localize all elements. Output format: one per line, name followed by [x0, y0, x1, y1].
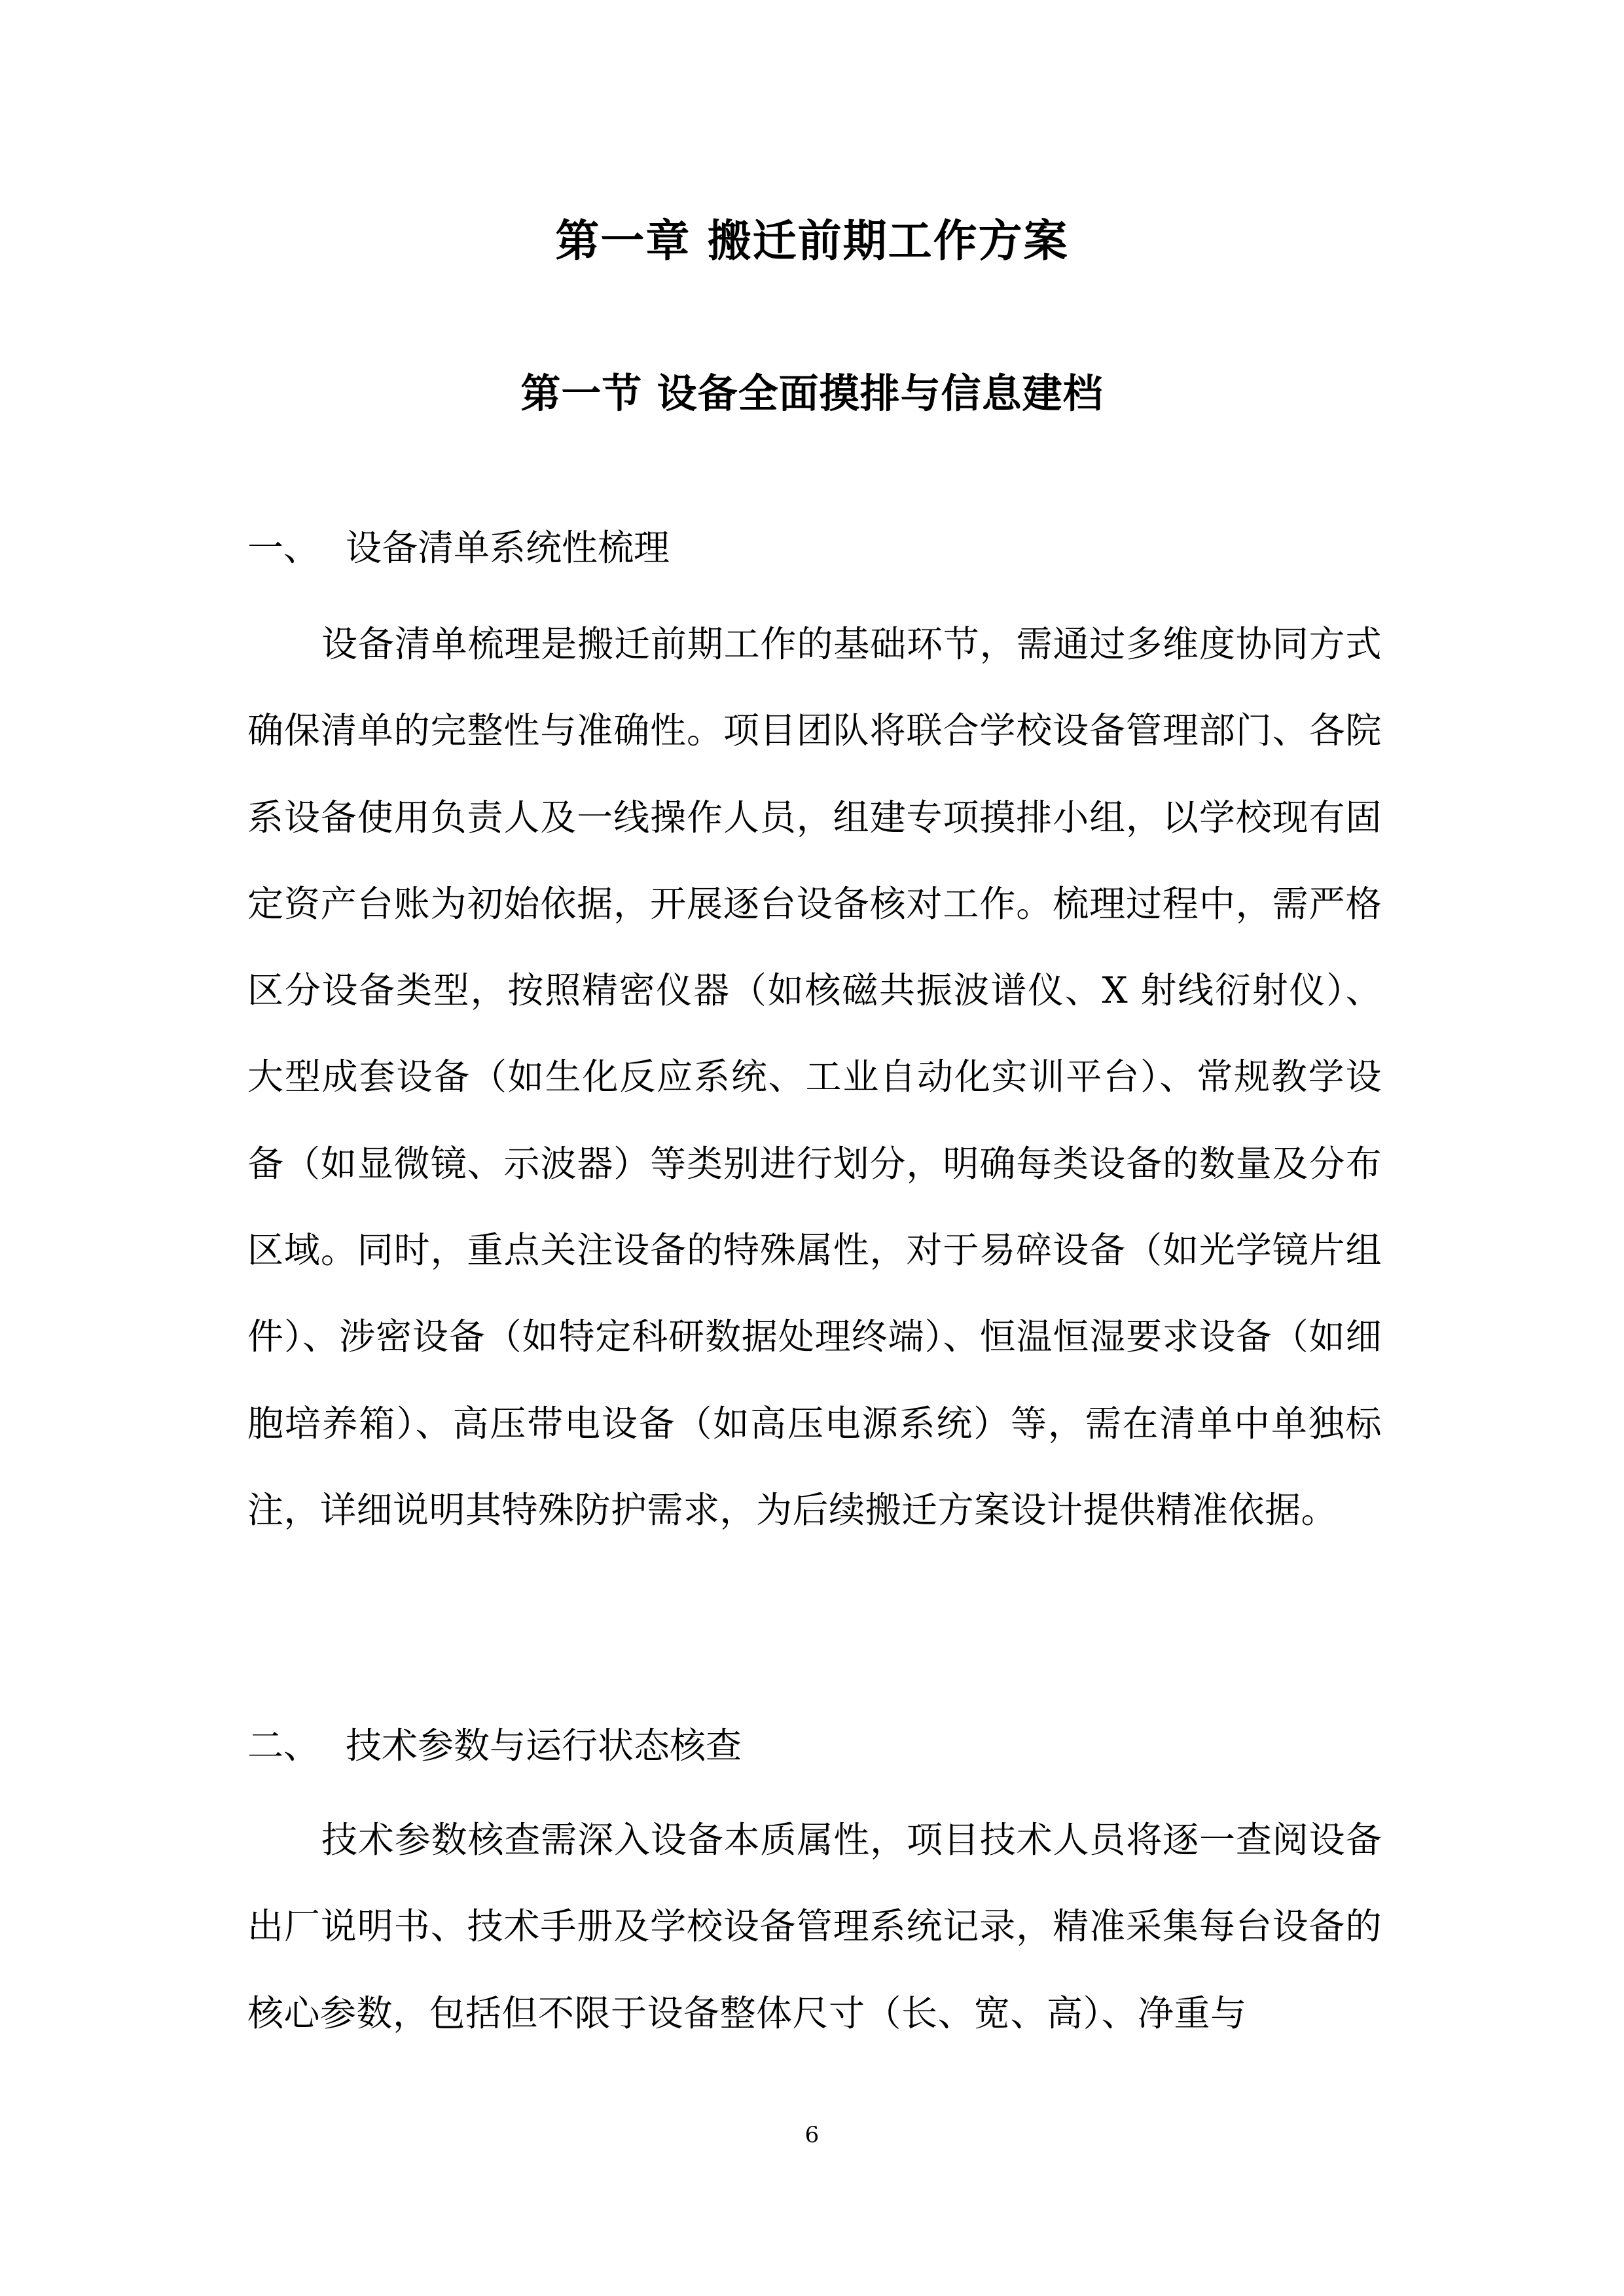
- subsection-number: 二、: [247, 1725, 320, 1767]
- body-paragraph-1: 设备清单梳理是搬迁前期工作的基础环节，需通过多维度协同方式确保清单的完整性与准确性。项目团队将联合学校设备管理部门、各院系设备使用负责人及一线操作人员，组建专项摸排小组，以学校现有固定资产台账为初始依据，开展逐台设备核对工作。梳理过程中，需严格区分设备类型，按照精密仪器（如核磁共振波谱仪、X 射线衍射仪）、大型成套设备（如生化反应系统、工业自动化实训平台）、常规教学设备（如显微镜、示波器）等类别进行划分，明确每类设备的数量及分布区域。同时，重点关注设备的特殊属性，对于易碎设备（如光学镜片组件）、涉密设备（如特定科研数据处理终端）、恒温恒湿要求设备（如细胞培养箱）、高压带电设备（如高压电源系统）等，需在清单中单独标注，详细说明其特殊防护需求，为后续搬迁方案设计提供精准依据。: [247, 623, 1382, 1531]
- body-paragraph-2: 技术参数核查需深入设备本质属性，项目技术人员将逐一查阅设备出厂说明书、技术手册及学校设备管理系统记录，精准采集每台设备的核心参数，包括但不限于设备整体尺寸（长、宽、高）、净重与: [247, 1819, 1382, 2034]
- chapter-title: 第一章 搬迁前期工作方案: [555, 215, 1069, 266]
- subsection-heading-1: [247, 522, 670, 574]
- subsection-heading-2: [247, 1719, 742, 1772]
- page-number: 6: [804, 2122, 820, 2148]
- section-title: 第一节 设备全面摸排与信息建档: [520, 370, 1104, 417]
- subsection-heading-text: 技术参数与运行状态核查: [346, 1725, 742, 1767]
- subsection-number: 一、: [247, 527, 320, 569]
- subsection-heading-text: 设备清单系统性梳理: [346, 527, 670, 569]
